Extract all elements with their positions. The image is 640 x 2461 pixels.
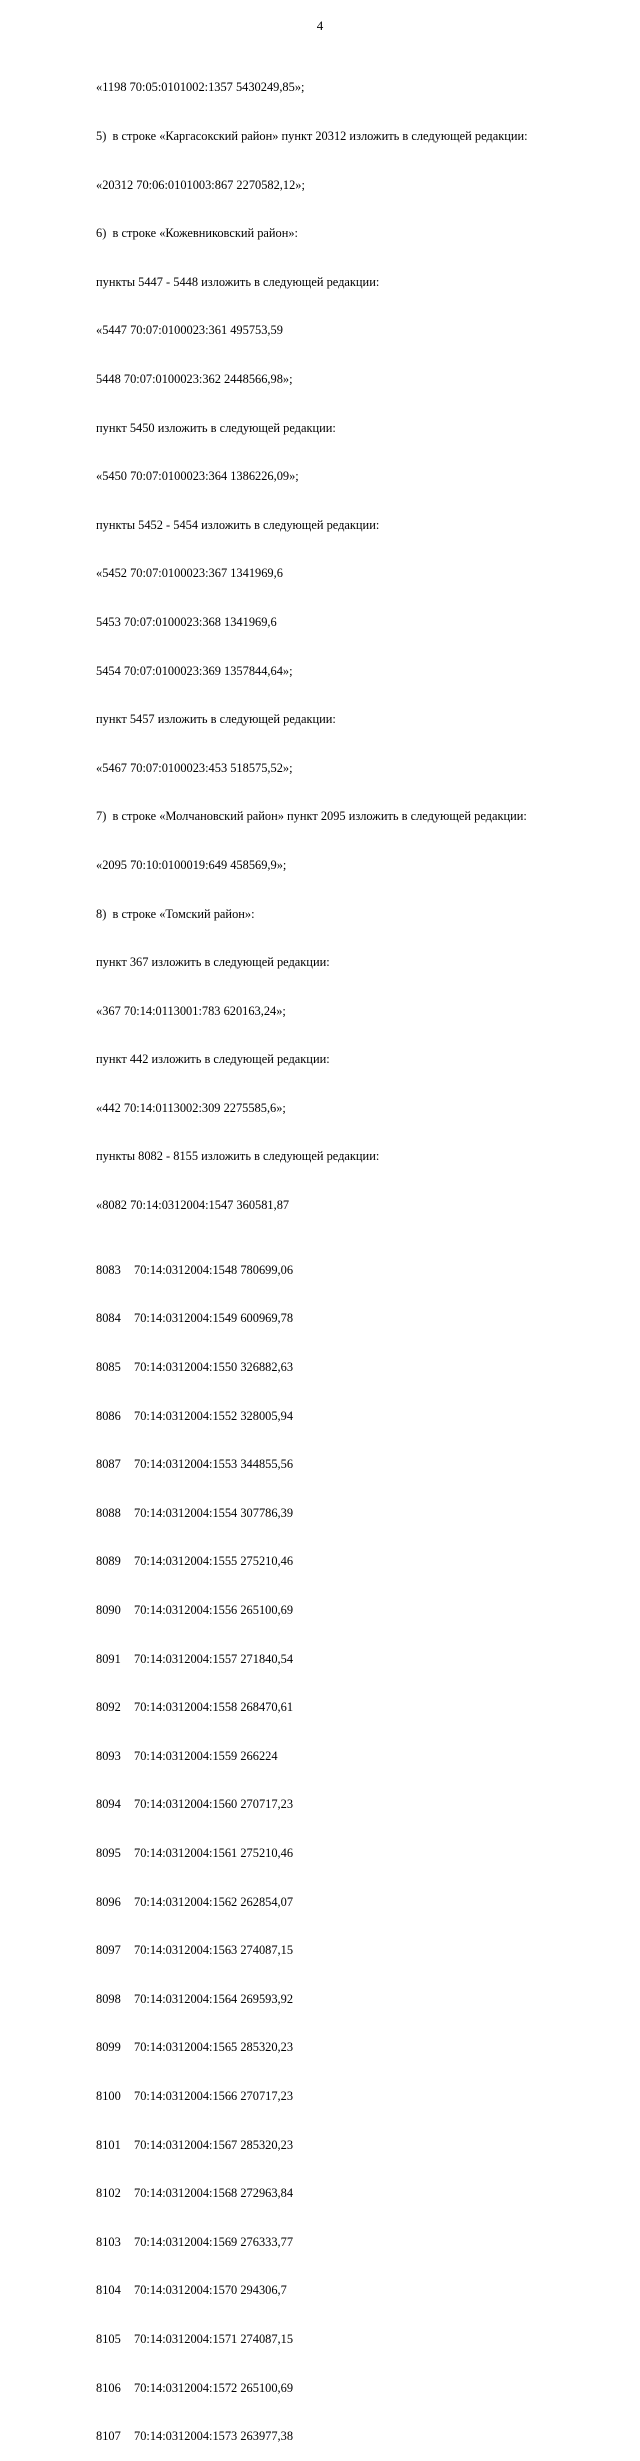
- row-number: 8093: [96, 1748, 121, 1763]
- row-number: 8097: [96, 1943, 121, 1958]
- table-row: [96, 2380, 616, 2396]
- row-number: 8104: [96, 2283, 121, 2298]
- row-number: 8085: [96, 1360, 121, 1375]
- table-row: [96, 1262, 616, 1278]
- table-row: [96, 1651, 616, 1667]
- text-line: пункт 5457 изложить в следующей редакции:: [96, 712, 336, 727]
- text-line: 5448 70:07:0100023:362 2448566,98»;: [96, 371, 293, 386]
- text-line: «2095 70:10:0100019:649 458569,9»;: [96, 857, 287, 872]
- table-row: [96, 1845, 616, 1861]
- table-row: [96, 2039, 616, 2055]
- row-value: 70:14:0312004:1563 274087,15: [134, 1943, 294, 1958]
- row-value: 70:14:0312004:1558 268470,61: [134, 1700, 294, 1715]
- row-value: 70:14:0312004:1562 262854,07: [134, 1894, 294, 1909]
- row-value: 70:14:0312004:1570 294306,7: [134, 2283, 287, 2298]
- text-line: «442 70:14:0113002:309 2275585,6»;: [96, 1100, 286, 1115]
- text-line: 8) в строке «Томский район»:: [96, 906, 255, 921]
- row-value: 70:14:0312004:1564 269593,92: [134, 1991, 294, 2006]
- table-row: [96, 2088, 616, 2104]
- table-row: [96, 2234, 616, 2250]
- row-value: 70:14:0312004:1552 328005,94: [134, 1408, 294, 1423]
- row-number: 8106: [96, 2380, 121, 2395]
- table-row: [96, 1942, 616, 1958]
- row-number: 8089: [96, 1554, 121, 1569]
- row-number: 8086: [96, 1408, 121, 1423]
- text-line: пункты 8082 - 8155 изложить в следующей редакции:: [96, 1149, 380, 1164]
- table-row: [96, 1408, 616, 1424]
- text-line: «20312 70:06:0101003:867 2270582,12»;: [96, 177, 305, 192]
- text-line: «5450 70:07:0100023:364 1386226,09»;: [96, 469, 299, 484]
- text-line: «5452 70:07:0100023:367 1341969,6: [96, 566, 283, 581]
- table-row: [96, 2331, 616, 2347]
- table-row: [96, 1602, 616, 1618]
- row-value: 70:14:0312004:1567 285320,23: [134, 2137, 294, 2152]
- text-line: пункт 442 изложить в следующей редакции:: [96, 1052, 330, 1067]
- table-row: [96, 1310, 616, 1326]
- row-value: 70:14:0312004:1553 344855,56: [134, 1457, 294, 1472]
- table-row: [96, 2282, 616, 2298]
- row-value: 70:14:0312004:1566 270717,23: [134, 2088, 294, 2103]
- text-line: пункт 367 изложить в следующей редакции:: [96, 955, 330, 970]
- row-number: 8095: [96, 1845, 121, 1860]
- table-row: [96, 1991, 616, 2007]
- row-number: 8098: [96, 1991, 121, 2006]
- row-number: 8099: [96, 2040, 121, 2055]
- row-value: 70:14:0312004:1548 780699,06: [134, 1262, 294, 1277]
- table-row: [96, 2137, 616, 2153]
- text-line: «367 70:14:0113001:783 620163,24»;: [96, 1003, 286, 1018]
- page-number: 4: [316, 18, 324, 33]
- row-value: 70:14:0312004:1554 307786,39: [134, 1505, 294, 1520]
- table-row: [96, 2428, 616, 2444]
- row-value: 70:14:0312004:1572 265100,69: [134, 2380, 294, 2395]
- row-number: 8092: [96, 1700, 121, 1715]
- row-value: 70:14:0312004:1559 266224: [134, 1748, 278, 1763]
- table-row: [96, 1748, 616, 1764]
- row-value: 70:14:0312004:1571 274087,15: [134, 2331, 294, 2346]
- table-row: [96, 1456, 616, 1472]
- text-line: «5467 70:07:0100023:453 518575,52»;: [96, 760, 293, 775]
- row-value: 70:14:0312004:1550 326882,63: [134, 1360, 294, 1375]
- row-value: 70:14:0312004:1549 600969,78: [134, 1311, 294, 1326]
- row-value: 70:14:0312004:1561 275210,46: [134, 1845, 294, 1860]
- text-line: «1198 70:05:0101002:1357 5430249,85»;: [96, 80, 305, 95]
- text-line: пункт 5450 изложить в следующей редакции:: [96, 420, 336, 435]
- row-value: 70:14:0312004:1555 275210,46: [134, 1554, 294, 1569]
- text-line: 6) в строке «Кожевниковский район»:: [96, 226, 298, 241]
- row-number: 8091: [96, 1651, 121, 1666]
- row-number: 8084: [96, 1311, 121, 1326]
- row-number: 8087: [96, 1457, 121, 1472]
- row-value: 70:14:0312004:1565 285320,23: [134, 2040, 294, 2055]
- text-line: 5454 70:07:0100023:369 1357844,64»;: [96, 663, 293, 678]
- table-row: [96, 2185, 616, 2201]
- row-number: 8103: [96, 2234, 121, 2249]
- table-row: [96, 1505, 616, 1521]
- text-line: «5447 70:07:0100023:361 495753,59: [96, 323, 283, 338]
- row-number: 8105: [96, 2331, 121, 2346]
- text-line: «8082 70:14:0312004:1547 360581,87: [96, 1198, 290, 1213]
- text-line: пункты 5447 - 5448 изложить в следующей редакции:: [96, 274, 380, 289]
- table-row: [96, 1553, 616, 1569]
- row-value: 70:14:0312004:1573 263977,38: [134, 2429, 294, 2444]
- text-line: 5453 70:07:0100023:368 1341969,6: [96, 614, 277, 629]
- table-row: [96, 1699, 616, 1715]
- text-line: пункты 5452 - 5454 изложить в следующей редакции:: [96, 517, 380, 532]
- text-line: 7) в строке «Молчановский район» пункт 2095 изложить в следующей редакции:: [96, 809, 527, 824]
- row-number: 8100: [96, 2088, 121, 2103]
- row-number: 8102: [96, 2186, 121, 2201]
- table-row: [96, 1796, 616, 1812]
- row-number: 8094: [96, 1797, 121, 1812]
- row-value: 70:14:0312004:1569 276333,77: [134, 2234, 294, 2249]
- row-value: 70:14:0312004:1560 270717,23: [134, 1797, 294, 1812]
- row-number: 8107: [96, 2429, 121, 2444]
- row-number: 8083: [96, 1262, 121, 1277]
- row-value: 70:14:0312004:1556 265100,69: [134, 1603, 294, 1618]
- row-number: 8090: [96, 1603, 121, 1618]
- row-number: 8088: [96, 1505, 121, 1520]
- row-number: 8096: [96, 1894, 121, 1909]
- table-row: [96, 1359, 616, 1375]
- text-line: 5) в строке «Каргасокский район» пункт 20312 изложить в следующей редакции:: [96, 129, 528, 143]
- row-value: 70:14:0312004:1568 272963,84: [134, 2186, 294, 2201]
- table-row: [96, 1894, 616, 1910]
- row-value: 70:14:0312004:1557 271840,54: [134, 1651, 294, 1666]
- row-number: 8101: [96, 2137, 121, 2152]
- document-body: [96, 47, 616, 2461]
